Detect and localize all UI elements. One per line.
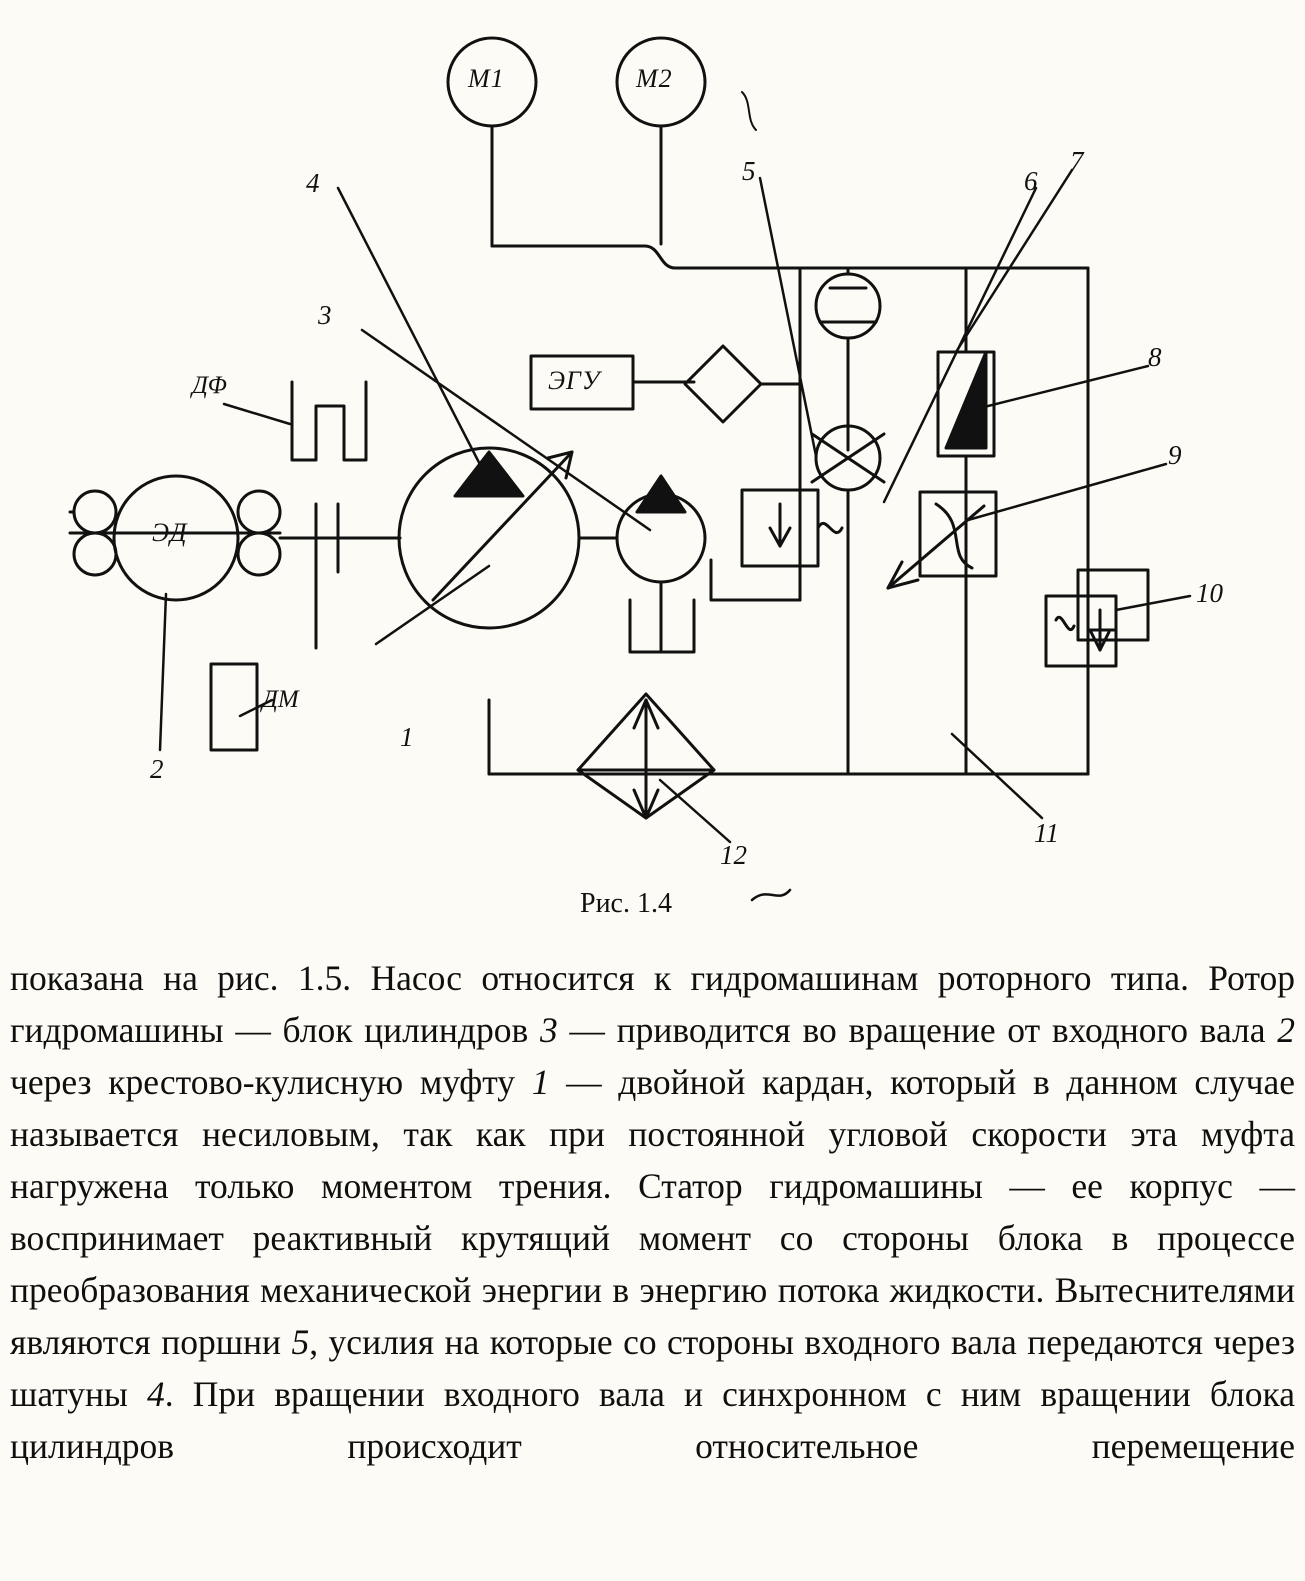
sensor-box-dm xyxy=(211,664,257,750)
label-m1: M1 xyxy=(468,64,505,93)
label-egu: ЭГУ xyxy=(548,366,601,395)
leader-12 xyxy=(660,780,730,842)
body-text-block xyxy=(0,952,1305,1472)
callout-1: 1 xyxy=(400,722,414,752)
leader-5 xyxy=(760,178,816,456)
callout-9: 9 xyxy=(1168,440,1182,470)
label-m2: M2 xyxy=(636,64,673,93)
leader-4 xyxy=(338,188,489,482)
leader-df xyxy=(224,404,290,424)
diamond-valve-symbol xyxy=(685,346,761,422)
callout-2: 2 xyxy=(150,754,164,784)
sensor-bracket-df xyxy=(292,382,366,460)
accumulator-fill xyxy=(946,352,986,448)
leader-11 xyxy=(952,734,1042,818)
callout-7: 7 xyxy=(1070,146,1084,176)
body-paragraph: показана на рис. 1.5. Насос относится к гидромашинам роторного типа. Ротор гидромашины — блок цилиндров 3 — приводится во вращение от входного вала 2 через крестово-кулисную муфту 1 — двойной кардан, который в данном случае называется несиловым, так как при постоянной угловой скорости эта муфта нагружена только моментом трения. Статор гидромашины — ее корпус — воспринимает реактивный крутящий момент со стороны блока в процессе преобразования механической энергии в энергию потока жидкости. Вытеснителями являются поршни 5, усилия на которые со стороны входного вала передаются через шатуны 4. При вращении входного вала и синхронном с ним вращении блока цилиндров происходит относительное перемещение xyxy=(10,958,1295,1466)
leader-10 xyxy=(1116,596,1190,610)
bearing-left-bottom xyxy=(74,533,116,575)
leader-3 xyxy=(362,330,650,530)
callout-12: 12 xyxy=(720,840,747,870)
label-dm: ДМ xyxy=(262,686,299,713)
callout-8: 8 xyxy=(1148,342,1162,372)
label-df: ДΦ xyxy=(192,372,227,399)
check-valve-circle-top xyxy=(816,274,880,338)
figure-caption: Рис. 1.4 xyxy=(580,888,672,919)
callout-10: 10 xyxy=(1196,578,1223,608)
leader-9 xyxy=(968,464,1166,520)
leader-8 xyxy=(980,366,1148,408)
leader-7 xyxy=(956,170,1072,352)
callout-11: 11 xyxy=(1034,818,1059,848)
callout-6: 6 xyxy=(1024,166,1038,196)
bearing-right-bottom xyxy=(238,533,280,575)
valve-box-9 xyxy=(920,492,996,576)
leader-1 xyxy=(376,566,489,644)
callout-4: 4 xyxy=(306,168,320,198)
pump-flow-triangle xyxy=(455,452,523,496)
small-motor-triangle xyxy=(637,476,685,512)
callout-5: 5 xyxy=(742,156,756,186)
callout-3: 3 xyxy=(318,300,332,330)
label-ed: ЭД xyxy=(152,518,188,547)
bearing-left-top xyxy=(74,491,116,533)
bearing-right-top xyxy=(238,491,280,533)
leader-2 xyxy=(160,594,166,750)
